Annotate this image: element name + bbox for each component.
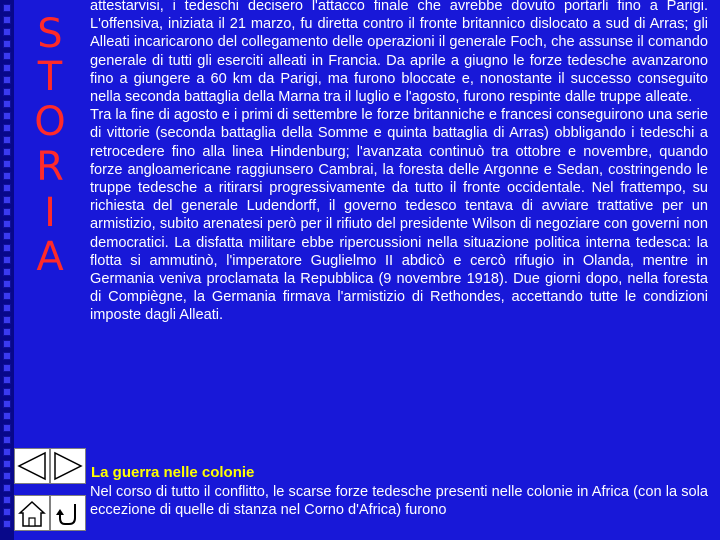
side-letter-a: A [36, 234, 64, 280]
strip-square [3, 292, 11, 300]
strip-square [3, 256, 11, 264]
return-button[interactable] [50, 495, 86, 531]
return-arrow-icon [51, 496, 85, 530]
main-text [90, 0, 708, 325]
triangle-right-icon [51, 449, 85, 483]
strip-square [3, 412, 11, 420]
prev-button[interactable] [14, 448, 50, 484]
strip-square [3, 280, 11, 288]
next-button[interactable] [50, 448, 86, 484]
side-letter-o: O [34, 99, 66, 145]
left-decorative-strip [0, 0, 14, 540]
strip-square [3, 436, 11, 444]
section-text: Nel corso di tutto il conflitto, le scarse forze tedesche presenti nelle colonie in Africa (con la sola eccezione di quelle di stanza nel Corno d'Africa) furono [90, 484, 708, 519]
strip-square [3, 88, 11, 96]
strip-square [3, 316, 11, 324]
strip-square [3, 388, 11, 396]
side-letter-i: I [44, 190, 56, 236]
strip-square [3, 28, 11, 36]
strip-square [3, 124, 11, 132]
strip-square [3, 4, 11, 12]
strip-square [3, 472, 11, 480]
strip-square [3, 100, 11, 108]
side-letter-t: T [37, 54, 63, 100]
strip-square [3, 484, 11, 492]
section-title: La guerra nelle colonie [91, 464, 255, 481]
strip-square [3, 496, 11, 504]
home-icon [15, 496, 49, 530]
strip-square [3, 136, 11, 144]
strip-square [3, 400, 11, 408]
strip-square [3, 448, 11, 456]
strip-square [3, 196, 11, 204]
strip-square [3, 208, 11, 216]
home-button[interactable] [14, 495, 50, 531]
strip-square [3, 148, 11, 156]
strip-square [3, 64, 11, 72]
triangle-left-icon [15, 449, 49, 483]
strip-square [3, 160, 11, 168]
strip-square [3, 16, 11, 24]
side-letter-r: R [36, 144, 64, 190]
strip-square [3, 184, 11, 192]
strip-square [3, 460, 11, 468]
strip-square [3, 232, 11, 240]
strip-square [3, 352, 11, 360]
strip-square [3, 268, 11, 276]
strip-square [3, 172, 11, 180]
strip-square [3, 424, 11, 432]
strip-square [3, 376, 11, 384]
side-letter-s: S [37, 11, 63, 57]
strip-square [3, 328, 11, 336]
strip-square [3, 52, 11, 60]
strip-square [3, 520, 11, 528]
strip-square [3, 112, 11, 120]
strip-square [3, 76, 11, 84]
strip-square [3, 304, 11, 312]
strip-square [3, 508, 11, 516]
strip-square [3, 40, 11, 48]
strip-square [3, 340, 11, 348]
paragraph-1: attestarvisi, i tedeschi decisero l'attacco finale che avrebbe dovuto portarli fino a Parigi. L'offensiva, iniziata il 21 marzo, fu diretta contro il fronte britannico dislocato a sud di Arras; gli Alleati incaricarono del collegamento delle operazioni il generale Foch, che assunse il comando generale di tutti gli eserciti alleati in Francia. Da aprile a giugno le forze tedesche avanzarono fino a giungere a 60 km da Parigi, ma furono bloccate e, nonostante il successo conseguito nella seconda battaglia della Marna tra il luglio e l'agosto, furono respinte dalle truppe alleate. [90, 0, 708, 106]
strip-square [3, 244, 11, 252]
strip-square [3, 364, 11, 372]
paragraph-2: Tra la fine di agosto e i primi di settembre le forze britanniche e francesi conseguirono una serie di vittorie (seconda battaglia della Somme e quinta battaglia di Arras) obbligando i tedeschi a retrocedere fino alla linea Hindenburg; l'avanzata continuò tra ottobre e novembre, quando forze angloamericane raggiunsero Cambrai, la foresta delle Argonne e Sedan, costringendo le truppe tedesche a ritirarsi progressivamente da tutto il fronte occidentale. Nel frattempo, su richiesta del generale Ludendorff, il governo tedesco tentava di avviare trattative per un armistizio, subito arenatesi però per il rifiuto del presidente Wilson di negoziare con governi non democratici. La disfatta militare ebbe ripercussioni nella situazione politica interna tedesca: la flotta si ammutinò, l'imperatore Guglielmo II abdicò e cercò rifugio in Olanda, mentre in Germania veniva proclamata la Repubblica (9 novembre 1918). Due giorni dopo, nella foresta di Compiègne, la Germania firmava l'armistizio di Rethondes, accettando tutte le condizioni imposte dagli Alleati. [90, 107, 708, 324]
strip-square [3, 220, 11, 228]
